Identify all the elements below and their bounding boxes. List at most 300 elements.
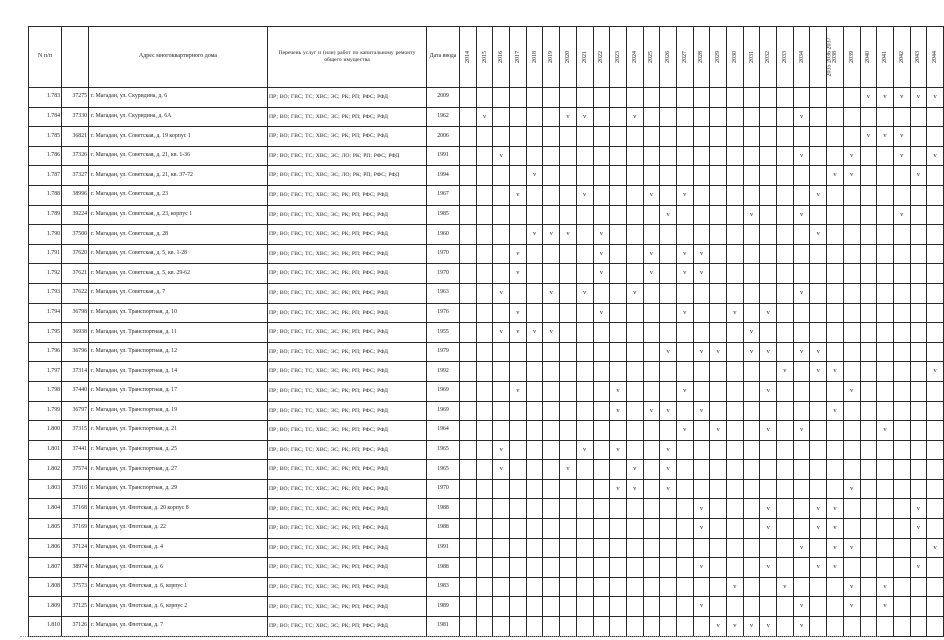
year-cell-empty [877, 146, 894, 166]
year-cell-empty [793, 577, 810, 597]
year-cell-empty [493, 264, 510, 284]
year-cell-empty [560, 519, 577, 539]
year-cell-empty [927, 342, 944, 362]
year-cell-empty [460, 597, 477, 617]
year-check-mark: v [693, 597, 710, 617]
year-cell-empty [560, 127, 577, 147]
header-year-label: 2043 [915, 51, 922, 63]
year-cell-empty [610, 264, 627, 284]
year-cell-empty [860, 519, 877, 539]
year-cell-empty [610, 577, 627, 597]
year-cell-empty [777, 225, 794, 245]
year-cell-empty [893, 323, 910, 343]
year-cell-empty [877, 440, 894, 460]
year-cell-empty [843, 107, 860, 127]
year-cell-empty [743, 538, 760, 558]
year-cell-empty [810, 577, 827, 597]
row-address: г. Магадан, ул. Скуридина, д. 6 [89, 88, 268, 108]
year-cell-empty [843, 440, 860, 460]
year-check-mark: v [476, 107, 493, 127]
year-cell-empty [660, 127, 677, 147]
year-cell-empty [476, 283, 493, 303]
year-cell-empty [827, 460, 844, 480]
year-cell-empty [693, 166, 710, 186]
year-cell-empty [543, 577, 560, 597]
year-check-mark: v [593, 244, 610, 264]
year-cell-empty [493, 499, 510, 519]
row-address: г. Магадан, ул. Транспортная, д. 25 [89, 440, 268, 460]
year-cell-empty [476, 264, 493, 284]
year-cell-empty [626, 499, 643, 519]
year-cell-empty [610, 499, 627, 519]
year-cell-empty [710, 303, 727, 323]
year-cell-empty [893, 617, 910, 637]
year-check-mark: v [676, 244, 693, 264]
year-cell-empty [760, 166, 777, 186]
header-year-label: 2039 [848, 51, 855, 63]
year-check-mark: v [793, 597, 810, 617]
year-check-mark: v [793, 283, 810, 303]
year-cell-empty [643, 88, 660, 108]
year-cell-empty [743, 362, 760, 382]
year-cell-empty [843, 342, 860, 362]
row-services: ПР; ВО; ГВС; ТС; ХВС; ЭС; РК; РП; РФС; РФД [268, 283, 427, 303]
year-cell-empty [493, 303, 510, 323]
year-cell-empty [793, 499, 810, 519]
year-cell-empty [676, 597, 693, 617]
capital-repair-schedule-sheet [28, 26, 939, 637]
year-cell-empty [877, 460, 894, 480]
year-cell-empty [810, 264, 827, 284]
year-cell-empty [743, 440, 760, 460]
header-year [476, 27, 493, 88]
year-check-mark: v [793, 146, 810, 166]
year-cell-empty [493, 558, 510, 578]
row-services: ПР; ВО; ГВС; ТС; ХВС; ЭС; РК; РП; РФС; РФД [268, 440, 427, 460]
year-cell-empty [676, 166, 693, 186]
year-cell-empty [727, 558, 744, 578]
year-cell-empty [643, 283, 660, 303]
year-cell-empty [460, 538, 477, 558]
year-cell-empty [576, 264, 593, 284]
year-cell-empty [643, 323, 660, 343]
year-cell-empty [877, 264, 894, 284]
year-cell-empty [710, 558, 727, 578]
row-address: г. Магадан, ул. Флотская, д. 22 [89, 519, 268, 539]
year-cell-empty [676, 519, 693, 539]
year-cell-empty [827, 617, 844, 637]
year-check-mark: v [793, 538, 810, 558]
year-check-mark: v [643, 185, 660, 205]
year-cell-empty [460, 264, 477, 284]
year-cell-empty [777, 264, 794, 284]
row-house-id: 37315 [62, 421, 89, 441]
header-year-label: 2020 [564, 51, 571, 63]
row-number: 1.810 [29, 617, 62, 637]
year-cell-empty [860, 166, 877, 186]
year-cell-empty [643, 107, 660, 127]
year-cell-empty [493, 244, 510, 264]
row-number: 1.807 [29, 558, 62, 578]
row-commission-date: 1965 [427, 440, 460, 460]
year-cell-empty [827, 597, 844, 617]
year-check-mark: v [810, 362, 827, 382]
year-cell-empty [526, 519, 543, 539]
year-check-mark: v [693, 401, 710, 421]
table-row [29, 597, 944, 617]
row-number: 1.798 [29, 381, 62, 401]
year-cell-empty [660, 538, 677, 558]
year-cell-empty [860, 538, 877, 558]
year-cell-empty [493, 597, 510, 617]
year-cell-empty [626, 323, 643, 343]
row-address: г. Магадан, ул. Советская, д. 7 [89, 283, 268, 303]
year-cell-empty [877, 283, 894, 303]
year-cell-empty [710, 283, 727, 303]
year-cell-empty [793, 381, 810, 401]
year-cell-empty [777, 440, 794, 460]
year-check-mark: v [910, 499, 927, 519]
row-services: ПР; ВО; ГВС; ТС; ХВС; ЭС; РК; РП; РФС; РФД [268, 185, 427, 205]
table-row [29, 225, 944, 245]
year-cell-empty [676, 342, 693, 362]
year-cell-empty [626, 342, 643, 362]
year-cell-empty [526, 381, 543, 401]
year-cell-empty [760, 597, 777, 617]
row-house-id: 38996 [62, 185, 89, 205]
year-cell-empty [710, 244, 727, 264]
year-cell-empty [493, 88, 510, 108]
year-cell-empty [560, 538, 577, 558]
year-cell-empty [543, 244, 560, 264]
year-check-mark: v [727, 617, 744, 637]
year-cell-empty [576, 421, 593, 441]
year-cell-empty [927, 205, 944, 225]
year-check-mark: v [610, 401, 627, 421]
year-check-mark: v [693, 264, 710, 284]
year-cell-empty [710, 185, 727, 205]
year-cell-empty [610, 107, 627, 127]
year-cell-empty [593, 479, 610, 499]
year-cell-empty [793, 519, 810, 539]
year-cell-empty [710, 323, 727, 343]
year-cell-empty [626, 617, 643, 637]
row-services: ПР; ВО; ГВС; ТС; ХВС; ЭС; РК; РП; РФС; РФД [268, 342, 427, 362]
year-cell-empty [626, 244, 643, 264]
year-cell-empty [676, 499, 693, 519]
year-cell-empty [593, 558, 610, 578]
table-row [29, 88, 944, 108]
year-cell-empty [777, 597, 794, 617]
year-cell-empty [460, 166, 477, 186]
row-number: 1.806 [29, 538, 62, 558]
year-check-mark: v [827, 499, 844, 519]
year-cell-empty [676, 88, 693, 108]
year-cell-empty [727, 107, 744, 127]
year-cell-empty [643, 499, 660, 519]
year-cell-empty [576, 558, 593, 578]
year-cell-empty [660, 381, 677, 401]
year-cell-empty [860, 479, 877, 499]
year-cell-empty [743, 597, 760, 617]
year-cell-empty [460, 88, 477, 108]
year-cell-empty [760, 401, 777, 421]
year-cell-empty [893, 225, 910, 245]
row-address: г. Магадан, ул. Транспортная, д. 12 [89, 342, 268, 362]
year-cell-empty [877, 479, 894, 499]
year-check-mark: v [493, 323, 510, 343]
year-cell-empty [676, 146, 693, 166]
year-check-mark: v [793, 421, 810, 441]
year-cell-empty [660, 323, 677, 343]
year-cell-empty [510, 225, 527, 245]
year-check-mark: v [643, 264, 660, 284]
year-cell-empty [593, 185, 610, 205]
year-cell-empty [810, 244, 827, 264]
year-cell-empty [860, 401, 877, 421]
row-address: г. Магадан, ул. Советская, д. 5, кв. 1-28 [89, 244, 268, 264]
year-cell-empty [793, 264, 810, 284]
year-cell-empty [660, 146, 677, 166]
row-commission-date: 1985 [427, 205, 460, 225]
row-services: ПР; ВО; ГВС; ТС; ХВС; ЭС; РК; РП; РФС; РФД [268, 577, 427, 597]
year-check-mark: v [793, 205, 810, 225]
row-commission-date: 1964 [427, 421, 460, 441]
year-cell-empty [660, 264, 677, 284]
year-cell-empty [460, 617, 477, 637]
year-cell-empty [610, 205, 627, 225]
year-cell-empty [626, 440, 643, 460]
year-cell-empty [610, 283, 627, 303]
year-cell-empty [643, 166, 660, 186]
year-check-mark: v [510, 303, 527, 323]
year-check-mark: v [526, 323, 543, 343]
year-check-mark: v [543, 323, 560, 343]
year-cell-empty [543, 107, 560, 127]
year-cell-empty [693, 577, 710, 597]
year-cell-empty [927, 519, 944, 539]
year-cell-empty [493, 577, 510, 597]
header-year-label: 2022 [598, 51, 605, 63]
year-cell-empty [910, 185, 927, 205]
year-check-mark: v [810, 185, 827, 205]
year-cell-empty [593, 577, 610, 597]
year-cell-empty [460, 146, 477, 166]
year-cell-empty [543, 146, 560, 166]
year-cell-empty [910, 617, 927, 637]
year-cell-empty [827, 479, 844, 499]
year-cell-empty [476, 460, 493, 480]
year-cell-empty [777, 401, 794, 421]
year-cell-empty [893, 401, 910, 421]
year-cell-empty [777, 617, 794, 637]
table-row [29, 440, 944, 460]
year-check-mark: v [727, 577, 744, 597]
year-cell-empty [743, 381, 760, 401]
year-cell-empty [693, 303, 710, 323]
year-cell-empty [560, 323, 577, 343]
year-cell-empty [460, 479, 477, 499]
year-cell-empty [526, 264, 543, 284]
year-cell-empty [460, 323, 477, 343]
year-check-mark: v [510, 185, 527, 205]
year-cell-empty [510, 342, 527, 362]
year-cell-empty [893, 538, 910, 558]
year-check-mark: v [760, 303, 777, 323]
year-cell-empty [543, 166, 560, 186]
year-cell-empty [510, 479, 527, 499]
header-year-label: 2016 [498, 51, 505, 63]
year-cell-empty [576, 244, 593, 264]
year-cell-empty [860, 107, 877, 127]
year-cell-empty [626, 558, 643, 578]
row-house-id: 37169 [62, 519, 89, 539]
year-cell-empty [676, 127, 693, 147]
year-cell-empty [877, 362, 894, 382]
year-check-mark: v [893, 127, 910, 147]
year-cell-empty [460, 421, 477, 441]
year-check-mark: v [827, 401, 844, 421]
year-check-mark: v [693, 342, 710, 362]
header-year [693, 27, 710, 88]
year-cell-empty [893, 460, 910, 480]
year-check-mark: v [843, 146, 860, 166]
year-cell-empty [660, 283, 677, 303]
year-cell-empty [710, 362, 727, 382]
year-cell-empty [860, 323, 877, 343]
row-services: ПР; ВО; ГВС; ТС; ХВС; ЭС; РК; РП; РФС; РФД [268, 225, 427, 245]
year-check-mark: v [843, 597, 860, 617]
header-year-label: 2027 [681, 51, 688, 63]
year-cell-empty [476, 205, 493, 225]
row-address: г. Магадан, ул. Советская, д. 21, кв. 1-36 [89, 146, 268, 166]
header-year [560, 27, 577, 88]
year-cell-empty [593, 127, 610, 147]
row-services: ПР; ВО; ГВС; ТС; ХВС; ЭС; РК; РП; РФС; РФД [268, 303, 427, 323]
header-year-label: 2040 [865, 51, 872, 63]
year-check-mark: v [626, 460, 643, 480]
year-cell-empty [827, 146, 844, 166]
year-cell-empty [476, 440, 493, 460]
year-cell-empty [827, 283, 844, 303]
header-services: Перечень услуг и (или) работ по капитальному ремонту общего имущества [268, 27, 427, 88]
row-address: г. Магадан, ул. Транспортная, д. 29 [89, 479, 268, 499]
year-cell-empty [927, 283, 944, 303]
header-date: Дата ввода [427, 27, 460, 88]
year-cell-empty [860, 617, 877, 637]
year-cell-empty [693, 362, 710, 382]
year-cell-empty [476, 381, 493, 401]
year-cell-empty [476, 225, 493, 245]
year-cell-empty [810, 127, 827, 147]
year-cell-empty [710, 107, 727, 127]
year-cell-empty [576, 499, 593, 519]
table-row [29, 617, 944, 637]
year-cell-empty [676, 362, 693, 382]
year-cell-empty [560, 205, 577, 225]
year-cell-empty [743, 460, 760, 480]
year-cell-empty [743, 479, 760, 499]
year-cell-empty [877, 538, 894, 558]
year-cell-empty [727, 460, 744, 480]
year-cell-empty [727, 166, 744, 186]
row-services: ПР; ВО; ГВС; ТС; ХВС; ЭС; РК; РП; РФС; РФД [268, 107, 427, 127]
year-check-mark: v [810, 499, 827, 519]
year-cell-empty [810, 421, 827, 441]
year-cell-empty [643, 381, 660, 401]
year-cell-empty [760, 88, 777, 108]
header-year-label: 2035 2036 2037 [826, 37, 833, 77]
row-address: г. Магадан, ул. Флотская, д. 6 [89, 558, 268, 578]
year-cell-empty [676, 479, 693, 499]
year-cell-empty [576, 519, 593, 539]
year-cell-empty [743, 88, 760, 108]
year-cell-empty [593, 538, 610, 558]
table-row [29, 146, 944, 166]
year-cell-empty [626, 205, 643, 225]
year-cell-empty [727, 362, 744, 382]
year-cell-empty [510, 558, 527, 578]
year-cell-empty [710, 401, 727, 421]
year-cell-empty [610, 519, 627, 539]
year-check-mark: v [526, 166, 543, 186]
year-cell-empty [877, 185, 894, 205]
year-cell-empty [743, 244, 760, 264]
year-cell-empty [777, 127, 794, 147]
year-check-mark: v [626, 479, 643, 499]
year-cell-empty [510, 88, 527, 108]
year-check-mark: v [643, 401, 660, 421]
year-cell-empty [593, 166, 610, 186]
row-house-id: 37574 [62, 460, 89, 480]
year-cell-empty [727, 440, 744, 460]
year-cell-empty [810, 381, 827, 401]
year-cell-empty [860, 577, 877, 597]
row-commission-date: 1994 [427, 166, 460, 186]
table-row [29, 479, 944, 499]
year-cell-empty [810, 283, 827, 303]
row-address: г. Магадан, ул. Советская, д. 23 [89, 185, 268, 205]
year-cell-empty [560, 499, 577, 519]
year-cell-empty [910, 381, 927, 401]
year-cell-empty [893, 577, 910, 597]
year-check-mark: v [510, 244, 527, 264]
year-cell-empty [643, 440, 660, 460]
header-year-label: 2033 [781, 51, 788, 63]
row-number: 1.802 [29, 460, 62, 480]
row-commission-date: 1970 [427, 244, 460, 264]
year-cell-empty [877, 303, 894, 323]
year-cell-empty [860, 440, 877, 460]
year-cell-empty [476, 597, 493, 617]
row-address: г. Магадан, ул. Флотская, д. 6, корпус 1 [89, 577, 268, 597]
row-address: г. Магадан, ул. Советская, д. 23, корпус 1 [89, 205, 268, 225]
year-check-mark: v [543, 283, 560, 303]
table-row [29, 538, 944, 558]
year-cell-empty [476, 479, 493, 499]
year-cell-empty [777, 166, 794, 186]
year-cell-empty [927, 479, 944, 499]
header-year-label: 2030 [731, 51, 738, 63]
row-house-id: 37622 [62, 283, 89, 303]
year-cell-empty [693, 440, 710, 460]
row-commission-date: 1970 [427, 264, 460, 284]
year-cell-empty [626, 303, 643, 323]
year-check-mark: v [927, 362, 944, 382]
year-cell-empty [593, 88, 610, 108]
year-cell-empty [526, 499, 543, 519]
year-cell-empty [543, 558, 560, 578]
